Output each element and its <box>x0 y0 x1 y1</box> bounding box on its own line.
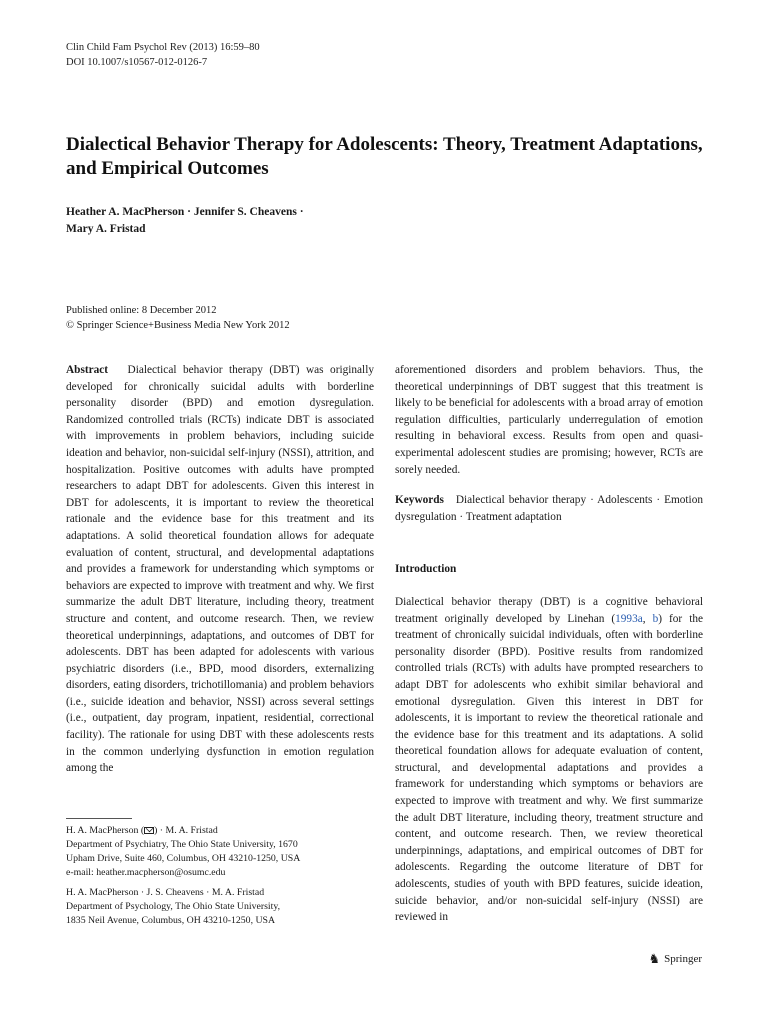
abstract-continued: aforementioned disorders and problem behaviors. Thus, the theoretical underpinnings of DBT suggest that this treatment is likely to be beneficial for adolescents with a broad array of emotion regulation difficulties, particularly underregulation of emotion resulting in behavioral excess. Results from open and quasi-experimental adolescent studies are promising; however, RCTs are sorely needed. <box>395 364 703 476</box>
journal-doi: DOI 10.1007/s10567-012-0126-7 <box>66 57 208 68</box>
affiliation-1-names: H. A. MacPherson ( ) · M. A. Fristad <box>66 825 218 836</box>
journal-citation: Clin Child Fam Psychol Rev (2013) 16:59–80 <box>66 42 260 53</box>
citation-link-1993b[interactable]: b <box>652 612 659 625</box>
left-column <box>66 362 374 777</box>
springer-horse-icon: ♞ <box>648 951 661 966</box>
footnote-divider <box>66 818 132 819</box>
journal-header <box>66 40 260 70</box>
publication-info <box>66 303 290 333</box>
keywords-text: Dialectical behavior therapy · Adolescents · Emotion dysregulation · Treatment adaptation <box>395 494 703 523</box>
publisher-footer <box>648 951 702 967</box>
abstract-label: Abstract <box>66 364 109 376</box>
affiliation-2-names: H. A. MacPherson · J. S. Cheavens · M. A. Fristad <box>66 887 265 898</box>
affiliation-1-email[interactable]: e-mail: heather.macpherson@osumc.edu <box>66 867 226 878</box>
affiliation-1-dept: Department of Psychiatry, The Ohio State University, 1670 <box>66 839 298 850</box>
affiliation-2-dept: Department of Psychology, The Ohio State University, <box>66 901 281 912</box>
publisher-name: Springer <box>664 953 702 965</box>
citation-link-1993a[interactable]: 1993a <box>615 612 643 625</box>
introduction-paragraph: Dialectical behavior therapy (DBT) is a cognitive behavioral treatment originally developed by Linehan (1993a, b) for the treatment of chronically suicidal individuals, often with borderline personality disorder (BPD). Positive results from randomized controlled trials (RCTs) with adults have prompted researchers to adapt DBT for adolescents who exhibit similar behavioral and emotional dysregulation. Given this interest in DBT for adolescents, it is important to review the theoretical rationale and the evidence base for this treatment and its adaptations. A solid theoretical foundation allows for adequate evaluation of content, structural, and developmental adaptations and provides a framework for understanding which symptoms or behaviors are expected to improve with treatment and why. We first summarize the adult DBT literature, including theory, treatment structure and content, and outcome research. Then, we review theoretical underpinnings, adaptations, and empirical outcomes of DBT for adolescents. Regarding the outcome literature of DBT for adolescents, studies of youth with BPD features, suicide ideation, suicide behavior, and/or non-suicidal self-injury (NSSI) are reviewed in <box>395 595 703 924</box>
author-list <box>66 204 304 238</box>
abstract-paragraph <box>66 362 374 777</box>
authors-line-2: Mary A. Fristad <box>66 223 146 235</box>
email-envelope-icon <box>144 827 154 834</box>
abstract-text-left: Dialectical behavior therapy (DBT) was originally developed for chronically suicidal adults with borderline personality disorder (BPD) and emotion dysregulation. Randomized controlled trials (RCTs) indicate DBT is associated with improvements in problem behaviors, including suicide ideation and behavior, non-suicidal self-injury (NSSI), attrition, and hospitalization. Positive outcomes with adults have prompted researchers to adapt DBT for adolescents. Given this interest in DBT for adolescents, it is important to review the theoretical rationale and the evidence base for this treatment and its adaptations. A solid theoretical foundation allows for adequate evaluation of content, structural, and developmental adaptations and provides a framework for understanding which symptoms or behaviors are expected to improve with treatment and why. We first summarize the adult DBT literature, including theory, treatment structure and content, and outcome research. Then, we review theoretical underpinnings, adaptations, and outcomes of DBT for adolescents. DBT has been adapted for adolescents with various psychiatric disorders (i.e., BPD, mood disorders, externalizing disorders, eating disorders, trichotillomania) and problem behaviors (i.e., suicide ideation and behavior, NSSI) across several settings (i.e., outpatient, day program, inpatient, residential, correctional facility). The rationale for using DBT with these adolescents rests in the common underlying dysfunction in emotion regulation among the <box>66 364 374 775</box>
introduction-heading: Introduction <box>395 563 457 576</box>
keywords-paragraph <box>395 492 703 525</box>
affiliation-block-2 <box>66 886 376 928</box>
affiliation-block-1 <box>66 824 376 880</box>
authors-line-1: Heather A. MacPherson · Jennifer S. Cheavens · <box>66 206 304 218</box>
affiliation-1-address: Upham Drive, Suite 460, Columbus, OH 43210-1250, USA <box>66 853 301 864</box>
copyright: © Springer Science+Business Media New York 2012 <box>66 320 290 331</box>
published-date: Published online: 8 December 2012 <box>66 305 217 316</box>
right-column <box>395 362 703 926</box>
affiliation-2-address: 1835 Neil Avenue, Columbus, OH 43210-1250, USA <box>66 915 276 926</box>
article-title: Dialectical Behavior Therapy for Adolescents: Theory, Treatment Adaptations, and Empirical Outcomes <box>66 134 703 179</box>
keywords-label: Keywords <box>395 494 444 507</box>
